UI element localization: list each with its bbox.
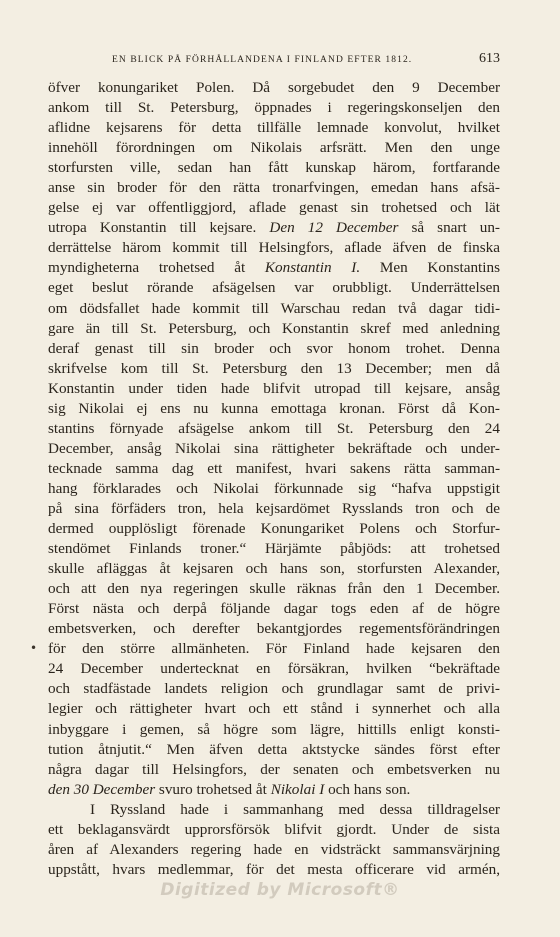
text-segment: December, ansåg Nikolai sina rättigheter bekräftade och under-: [48, 439, 500, 457]
text-segment: gare än till St. Petersburg, och Konstantin skref med anledning: [48, 319, 500, 337]
text-line: [48, 499, 500, 519]
text-line: [48, 619, 500, 639]
text-segment: Konstantin under tiden hade blifvit utropad till kejsare, ansåg: [48, 379, 500, 397]
text-line: [48, 720, 500, 740]
page-number: 613: [479, 51, 500, 66]
text-segment: stendömet Finlands troner.“ Härjämte påbjöds: att trohetsed: [48, 540, 500, 558]
text-line: [48, 339, 500, 359]
text-line: [48, 218, 500, 238]
text-line: [48, 439, 500, 459]
text-segment: deraf genast till sin broder och svor honom trohet. Denna: [48, 339, 500, 357]
text-line: [48, 840, 500, 860]
body-text: [48, 78, 500, 880]
text-line: [48, 699, 500, 719]
text-segment: anse sin broder för den rätta tronarfvingen, emedan hans afsä-: [48, 179, 500, 197]
text-segment: och att den nya regeringen skulle räknas från den 1 December.: [48, 580, 500, 598]
text-line: [48, 639, 500, 659]
text-line: [48, 399, 500, 419]
text-segment: så snart un-: [398, 219, 500, 237]
italic-text: Konstantin I.: [264, 259, 361, 277]
text-line: [48, 679, 500, 699]
text-segment: I Ryssland hade i sammanhang med dessa tilldragelser: [90, 800, 500, 818]
text-line: [48, 459, 500, 479]
text-segment: utropa Konstantin till kejsare.: [48, 219, 270, 237]
text-line: [48, 379, 500, 399]
margin-mark: •: [30, 641, 38, 655]
text-segment: storfursten ville, sedan han fått kunskap härom, fortfarande: [48, 159, 500, 177]
text-segment: legier och rättigheter hvart och ett stånd i synnerhet och alla: [48, 700, 500, 718]
text-line: [48, 419, 500, 439]
text-segment: uppstått, hvars medlemmar, för det mesta officerare vid armén,: [48, 860, 500, 878]
text-line: [48, 479, 500, 499]
text-segment: skrifvelse kom till St. Petersburg den 13 December; men då: [48, 359, 500, 377]
text-line: [48, 238, 500, 258]
italic-text: Den 12 December: [269, 219, 399, 237]
text-segment: åren af Alexanders regering hade en vidsträckt sammansvärjning: [48, 840, 500, 858]
digitization-watermark: Digitized by Microsoft®: [160, 880, 400, 900]
text-line: [48, 860, 500, 880]
text-line: [48, 780, 500, 800]
text-segment: och stadfästade landets religion och grundlagar samt de privi-: [48, 680, 500, 698]
text-segment: innehöll förordningen om Nikolais arfsrätt. Men den unge: [48, 139, 500, 157]
text-line: [48, 659, 500, 679]
text-line: [48, 740, 500, 760]
text-line: [48, 820, 500, 840]
text-line: [48, 78, 500, 98]
text-segment: myndigheterna trohetsed åt: [48, 259, 265, 277]
text-segment: aflidne kejsarens för detta tillfälle lemnade konvolut, hvilket: [48, 119, 500, 137]
italic-text: Nikolai I: [270, 780, 325, 798]
text-line: [48, 559, 500, 579]
text-segment: stantins förnyade afsägelse ankom till St. Petersburg den 24: [48, 419, 500, 437]
text-segment: inbyggare i gemen, så högre som lägre, hittills enligt konsti-: [48, 720, 500, 738]
text-segment: ankom till St. Petersburg, öppnades i regeringskonseljen den: [48, 99, 500, 117]
text-segment: 24 December undertecknat en försäkran, hvilken “bekräftade: [48, 660, 500, 678]
text-line: [48, 800, 500, 820]
text-segment: eget beslut rörande afsägelsen var orubbligt. Underrättelsen: [48, 279, 500, 297]
text-line: [48, 760, 500, 780]
text-segment: skulle afläggas åt kejsaren och hans son, storfursten Alexander,: [48, 560, 500, 578]
text-line: [48, 519, 500, 539]
text-segment: tecknade samma dag ett manifest, hvari sakens rätta samman-: [48, 459, 500, 477]
text-segment: Men Konstantins: [360, 259, 500, 277]
text-segment: några dagar till Helsingfors, der senaten och embetsverken nu: [48, 760, 500, 778]
text-line: [48, 178, 500, 198]
text-segment: sig Nikolai ej ens nu kunna emottaga kronan. Först då Kon-: [48, 399, 500, 417]
text-line: [48, 319, 500, 339]
text-line: [48, 359, 500, 379]
text-line: [48, 118, 500, 138]
text-segment: om dödsfallet hade kommit till Warschau redan två dagar tidi-: [48, 299, 500, 317]
text-line: [48, 299, 500, 319]
text-segment: för den större allmänheten. För Finland hade kejsaren den: [48, 640, 500, 658]
text-line: [48, 98, 500, 118]
text-segment: ett beklagansvärdt upprorsförsök blifvit gjordt. Under de sista: [48, 820, 500, 838]
text-segment: gelse ej var offentliggjord, aflade genast sin trohetsed och lät: [48, 199, 500, 217]
text-line: [48, 158, 500, 178]
text-line: [48, 258, 500, 278]
text-segment: dermed oupplösligt förenade Konungariket Polens och Storfur-: [48, 520, 500, 538]
text-segment: och hans son.: [324, 780, 411, 798]
text-segment: tution åtnjutit.“ Men äfven detta aktstycke sändes först efter: [48, 740, 500, 758]
text-segment: svuro trohetsed åt: [155, 780, 271, 798]
text-segment: derrättelse härom kommit till Helsingfors, aflade äfven de finska: [48, 239, 500, 257]
page-header: [112, 51, 500, 67]
text-line: [48, 579, 500, 599]
text-line: [48, 138, 500, 158]
text-line: [48, 539, 500, 559]
text-line: [48, 198, 500, 218]
text-segment: öfver konungariket Polen. Då sorgebudet den 9 December: [48, 79, 500, 96]
text-segment: på sina förfäders tron, hela kejsardömet Rysslands tron och de: [48, 499, 500, 517]
text-line: [48, 599, 500, 619]
text-segment: Först nästa och derpå följande dagar togs eden af de högre: [48, 600, 500, 618]
running-title: EN BLICK PÅ FÖRHÅLLANDENA I FINLAND EFTER 1812.: [112, 55, 413, 65]
text-segment: embetsverken, och derefter bekantgjordes regementsförändringen: [48, 620, 500, 638]
italic-text: den 30 December: [48, 780, 156, 798]
text-line: [48, 278, 500, 298]
text-segment: hang förklarades och Nikolai förkunnade sig “hafva uppstigit: [48, 479, 500, 497]
